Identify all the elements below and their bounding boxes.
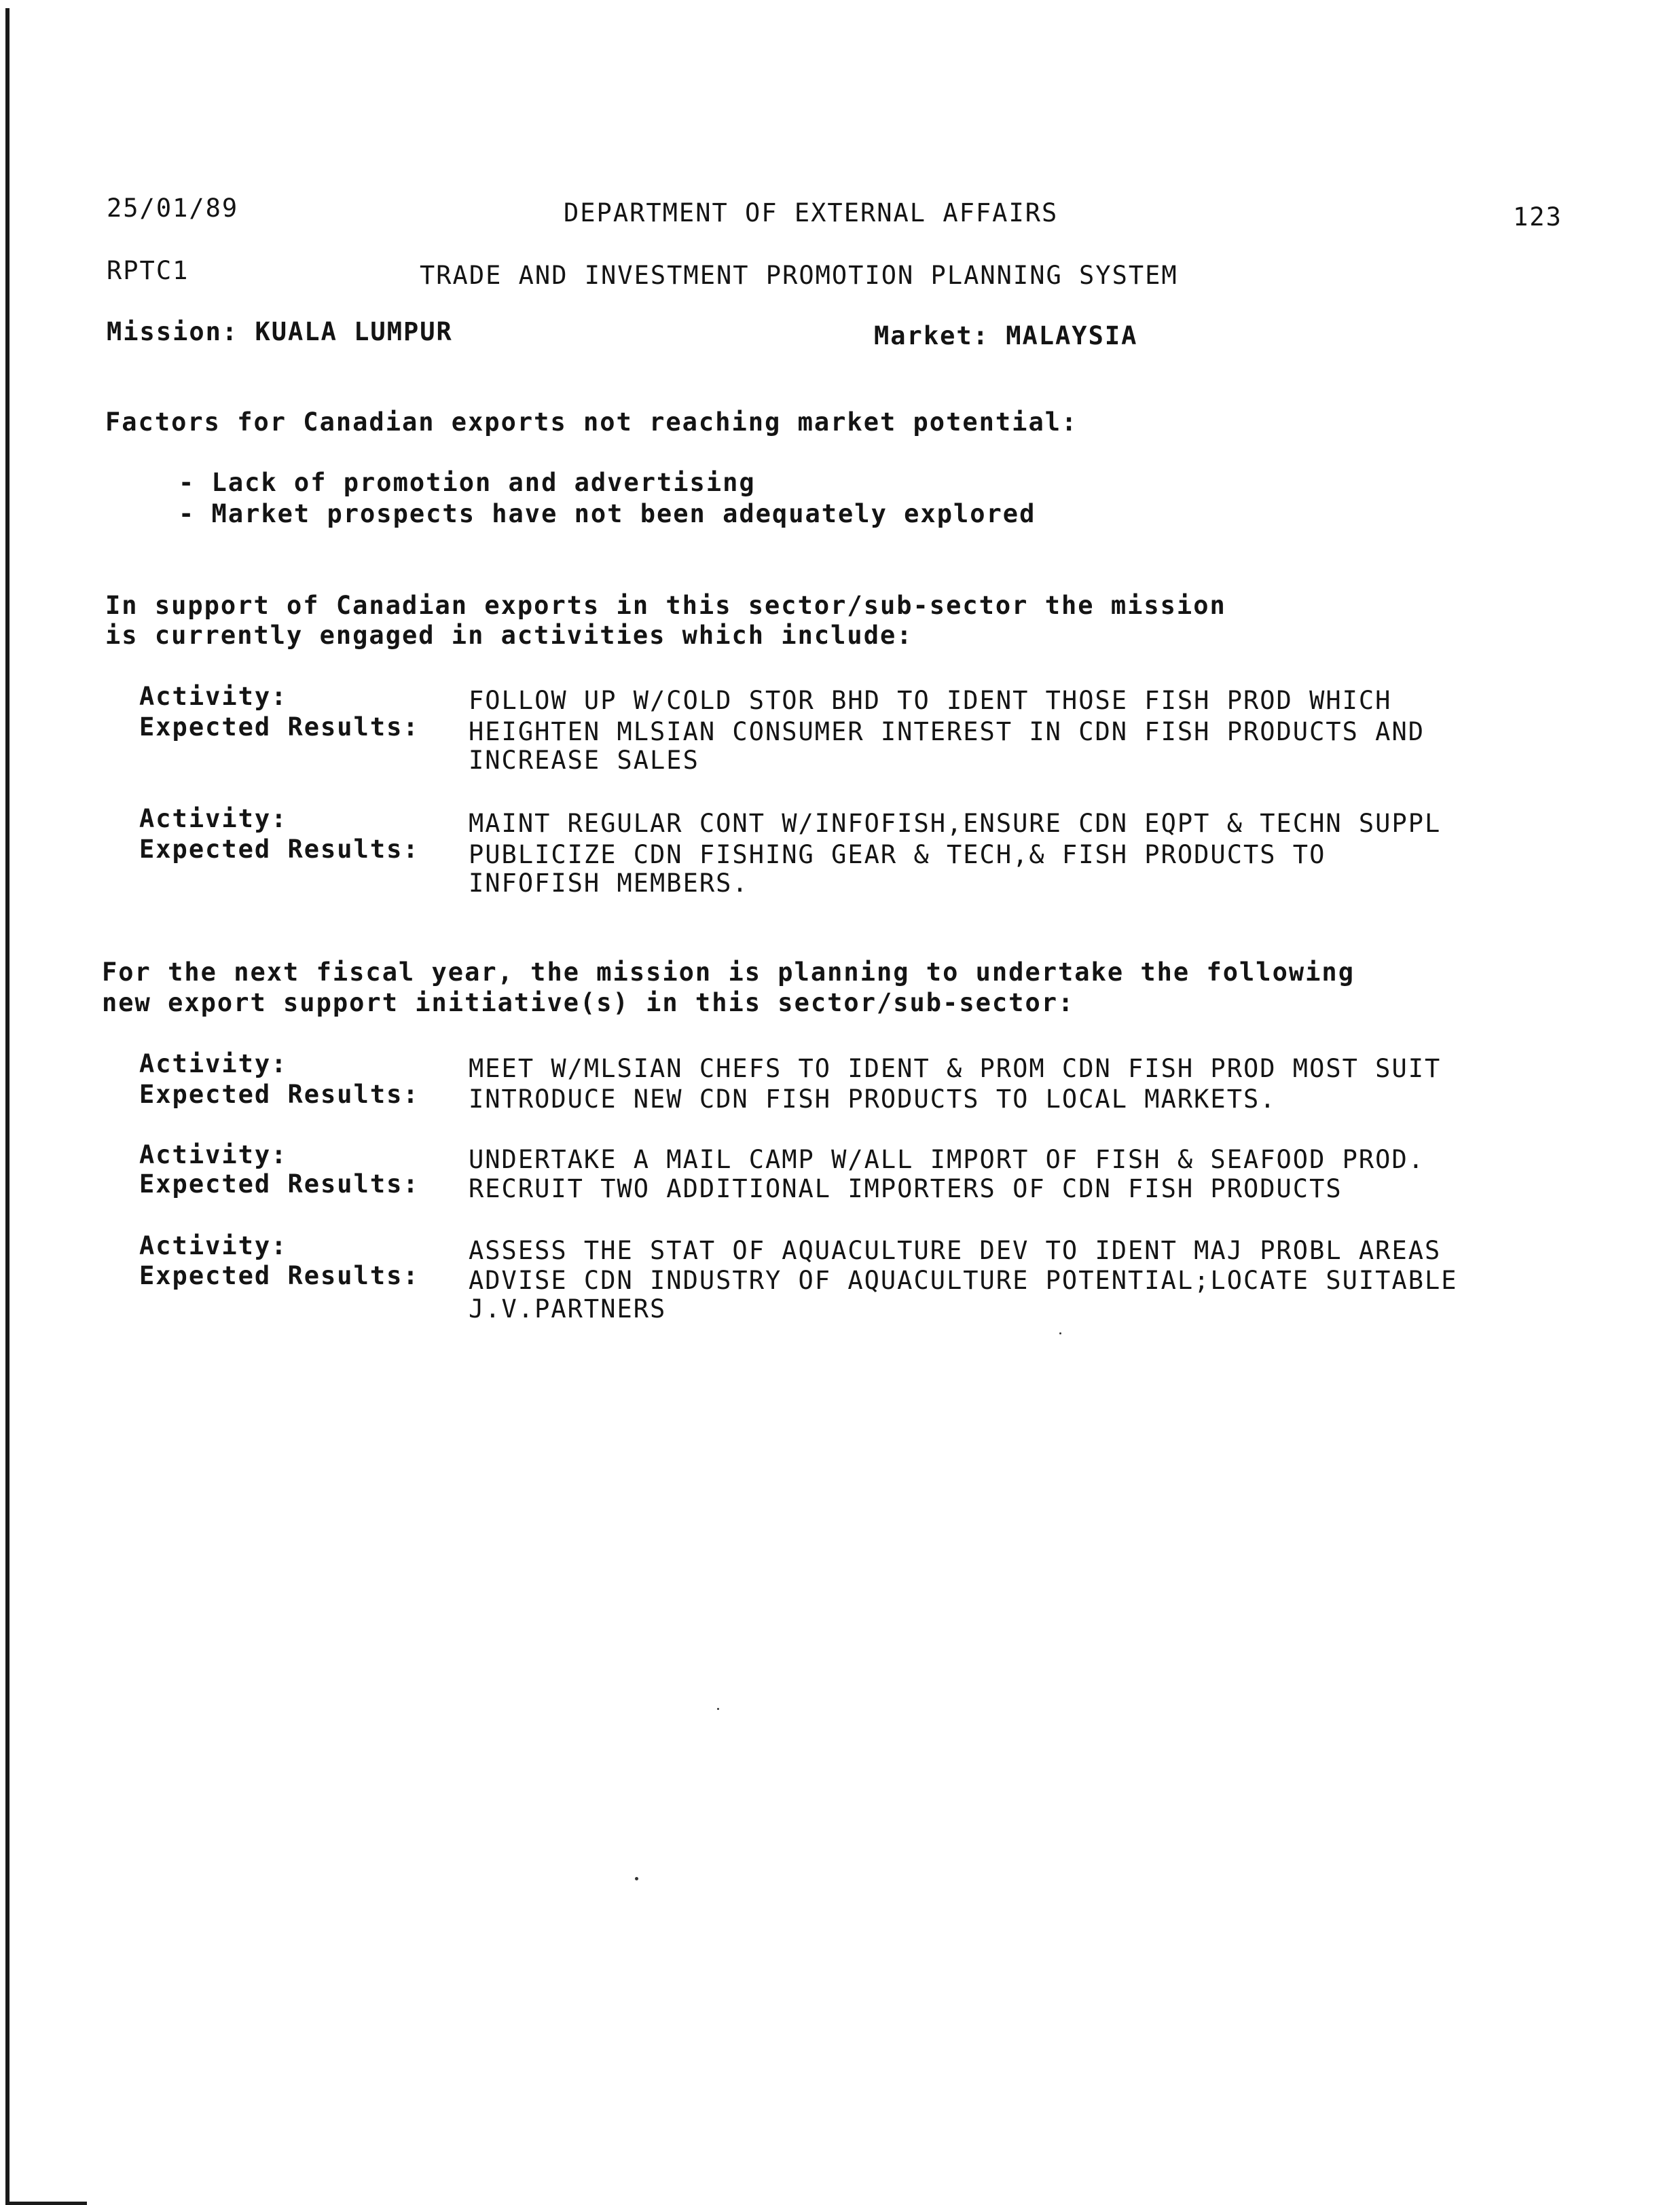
expected-results-text: INCREASE SALES <box>469 746 699 775</box>
activity-text: FOLLOW UP W/COLD STOR BHD TO IDENT THOSE FISH PROD WHICH <box>469 686 1392 715</box>
report-code: RPTC1 <box>107 256 189 285</box>
next-year-intro: For the next fiscal year, the mission is planning to undertake the following <box>102 958 1355 987</box>
expected-results-text: ADVISE CDN INDUSTRY OF AQUACULTURE POTENTIAL;LOCATE SUITABLE <box>469 1266 1458 1295</box>
activity-text: UNDERTAKE A MAIL CAMP W/ALL IMPORT OF FISH & SEAFOOD PROD. <box>469 1145 1425 1174</box>
expected-results-label: Expected Results: <box>139 835 420 864</box>
expected-results-text: HEIGHTEN MLSIAN CONSUMER INTEREST IN CDN FISH PRODUCTS AND <box>469 717 1425 746</box>
activity-text: MEET W/MLSIAN CHEFS TO IDENT & PROM CDN FISH PROD MOST SUIT <box>469 1054 1442 1083</box>
expected-results-text: RECRUIT TWO ADDITIONAL IMPORTERS OF CDN FISH PRODUCTS <box>469 1174 1343 1203</box>
activity-label: Activity: <box>139 1231 288 1260</box>
page-edge-left <box>5 8 10 2205</box>
department-title: DEPARTMENT OF EXTERNAL AFFAIRS <box>564 198 1059 227</box>
scan-speck <box>635 1877 638 1880</box>
expected-results-label: Expected Results: <box>139 1169 420 1199</box>
scan-speck <box>717 1708 719 1710</box>
expected-results-text: INTRODUCE NEW CDN FISH PRODUCTS TO LOCAL MARKETS. <box>469 1085 1277 1114</box>
activity-label: Activity: <box>139 1140 288 1169</box>
expected-results-text: PUBLICIZE CDN FISHING GEAR & TECH,& FISH PRODUCTS TO <box>469 840 1326 869</box>
scan-speck <box>1059 1332 1061 1334</box>
current-intro: is currently engaged in activities which include: <box>105 621 913 650</box>
expected-results-text: INFOFISH MEMBERS. <box>469 869 749 898</box>
mission-label: Mission: KUALA LUMPUR <box>107 317 453 346</box>
page-edge-bottom <box>5 2202 87 2205</box>
factors-heading: Factors for Canadian exports not reaching market potential: <box>105 407 1078 437</box>
activity-label: Activity: <box>139 1049 288 1078</box>
market-label: Market: MALAYSIA <box>874 321 1138 350</box>
activity-label: Activity: <box>139 804 288 833</box>
activity-text: ASSESS THE STAT OF AQUACULTURE DEV TO IDENT MAJ PROBL AREAS <box>469 1236 1442 1265</box>
expected-results-label: Expected Results: <box>139 1261 420 1290</box>
report-date: 25/01/89 <box>107 194 239 223</box>
page-number: 123 <box>1513 202 1563 232</box>
activity-label: Activity: <box>139 682 288 711</box>
next-year-intro: new export support initiative(s) in this sector/sub-sector: <box>102 988 1075 1017</box>
expected-results-label: Expected Results: <box>139 712 420 742</box>
current-intro: In support of Canadian exports in this sector/sub-sector the mission <box>105 591 1226 620</box>
activity-text: MAINT REGULAR CONT W/INFOFISH,ENSURE CDN EQPT & TECHN SUPPL <box>469 809 1442 838</box>
factor-item: - Lack of promotion and advertising <box>179 468 756 497</box>
system-title: TRADE AND INVESTMENT PROMOTION PLANNING SYSTEM <box>420 261 1178 290</box>
expected-results-text: J.V.PARTNERS <box>469 1294 667 1324</box>
factor-item: - Market prospects have not been adequately explored <box>179 499 1036 528</box>
expected-results-label: Expected Results: <box>139 1080 420 1109</box>
